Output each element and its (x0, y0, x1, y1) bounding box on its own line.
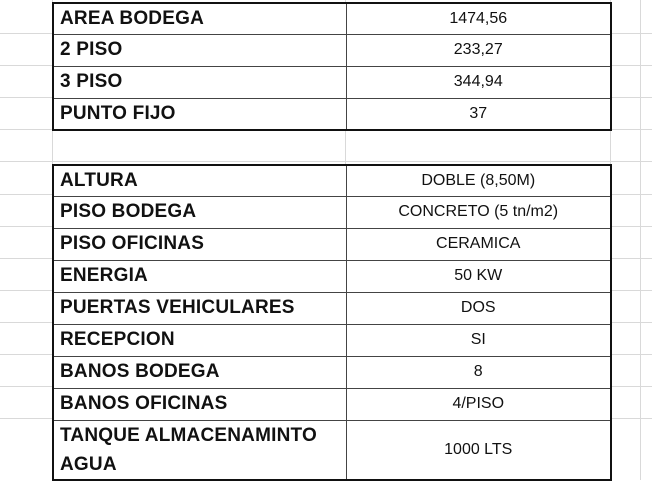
row-label[interactable]: 3 PISO (53, 66, 346, 98)
table-row (53, 260, 611, 292)
table-row (53, 292, 611, 324)
table-row (53, 165, 611, 196)
row-value[interactable]: 37 (346, 98, 611, 130)
row-value[interactable]: 1000 LTS (346, 420, 611, 480)
table-row (53, 3, 611, 34)
row-value[interactable]: 344,94 (346, 66, 611, 98)
row-value[interactable]: 233,27 (346, 34, 611, 66)
row-label[interactable]: 2 PISO (53, 34, 346, 66)
table-row (53, 98, 611, 130)
table-row (53, 324, 611, 356)
row-value[interactable]: DOBLE (8,50M) (346, 165, 611, 196)
row-value[interactable]: CONCRETO (5 tn/m2) (346, 196, 611, 228)
row-value[interactable]: 8 (346, 356, 611, 388)
row-label[interactable]: AREA BODEGA (53, 3, 346, 34)
row-label[interactable]: ALTURA (53, 165, 346, 196)
table-row (53, 228, 611, 260)
row-label[interactable]: BANOS OFICINAS (53, 388, 346, 420)
row-value[interactable]: 4/PISO (346, 388, 611, 420)
areas-table (52, 2, 612, 131)
row-label[interactable]: BANOS BODEGA (53, 356, 346, 388)
row-label[interactable]: PISO OFICINAS (53, 228, 346, 260)
table-row (53, 388, 611, 420)
row-value[interactable]: 50 KW (346, 260, 611, 292)
table-row (53, 34, 611, 66)
row-label[interactable]: PUERTAS VEHICULARES (53, 292, 346, 324)
row-value[interactable]: CERAMICA (346, 228, 611, 260)
table-row (53, 420, 611, 480)
row-label[interactable]: RECEPCION (53, 324, 346, 356)
row-value[interactable]: 1474,56 (346, 3, 611, 34)
row-label[interactable]: PISO BODEGA (53, 196, 346, 228)
table-row (53, 66, 611, 98)
row-label[interactable]: PUNTO FIJO (53, 98, 346, 130)
table-row (53, 356, 611, 388)
row-label[interactable]: ENERGIA (53, 260, 346, 292)
features-table (52, 164, 612, 481)
row-value[interactable]: SI (346, 324, 611, 356)
row-label[interactable]: TANQUE ALMACENAMINTO AGUA (53, 420, 346, 480)
table-row (53, 196, 611, 228)
row-value[interactable]: DOS (346, 292, 611, 324)
